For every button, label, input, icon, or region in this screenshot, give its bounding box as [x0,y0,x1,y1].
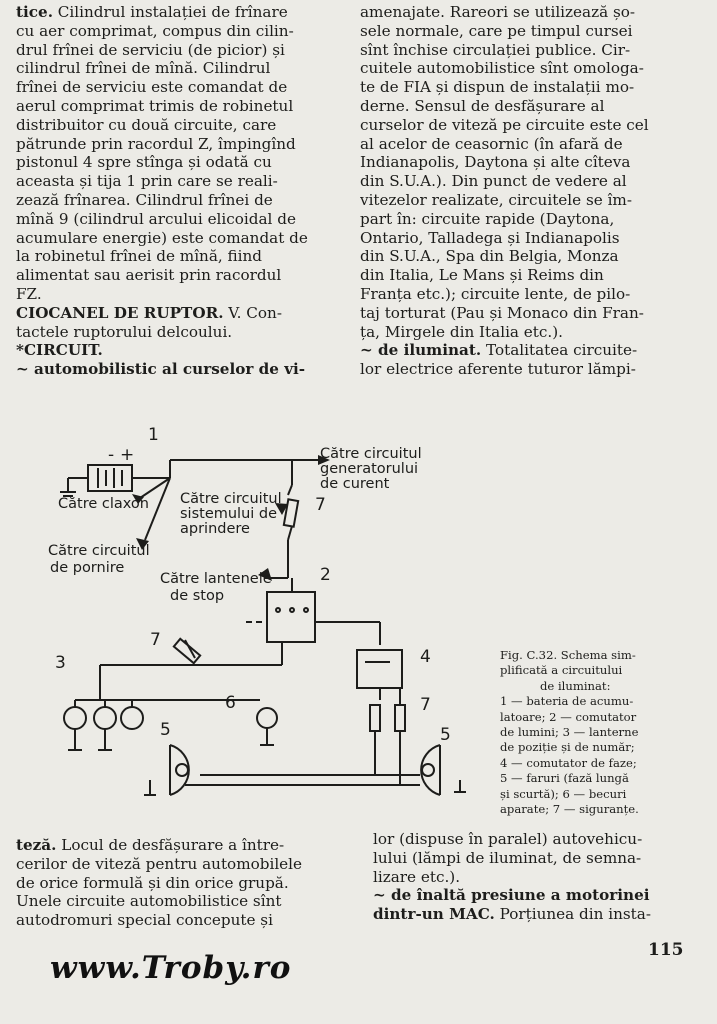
text-line [360,304,700,323]
text-line [16,59,356,78]
line-text: sînt închise circulației publice. Cir- [360,40,631,59]
text-line [373,905,689,924]
headlight-right [421,745,440,795]
text-line [16,229,356,248]
line-text: Locul de desfășurare a între- [56,836,285,854]
text-line [360,3,700,22]
text-line [360,116,700,135]
num-5-left: 5 [160,720,171,740]
text-line [16,874,356,893]
caption-line: de iluminat: [540,678,611,693]
light-switch-box [267,592,315,642]
text-line [16,135,356,154]
headlight-left [170,745,189,795]
label-ignition-2: sistemului de [180,506,278,522]
line-text: Totalitatea circuite- [481,341,638,360]
line-text: din S.U.A., Spa din Belgia, Monza [360,247,619,266]
line-text: alimentat sau aerisit prin racordul [16,266,282,285]
line-text: mînă 9 (cilindrul arcului elicoidal de [16,209,296,228]
line-text: vitezelor realizate, circuitele se îm- [360,190,632,209]
line-text: cuitele automobilistice sînt omologa- [360,59,644,78]
num-7-top: 7 [315,495,326,515]
label-generator-2: generatorului [320,461,419,477]
text-line [360,191,700,210]
text-line [16,285,356,304]
bold-term: teză. [16,836,57,854]
num-5-right: 5 [440,725,451,745]
line-text: la robinetul frînei de mînă, fiind [16,247,263,266]
line-text: autodromuri special concepute și [16,911,273,930]
line-text: cu aer comprimat, compus din cilin- [16,21,294,40]
figure-caption [500,648,680,817]
num-7-right: 7 [420,695,431,715]
text-line [360,135,700,154]
circuit-schematic [20,400,500,830]
line-text: FZ. [16,284,42,303]
caption-line: aparate; 7 — siguranțe. [500,802,639,817]
label-ignition-3: aprindere [180,521,250,537]
num-3: 3 [55,653,66,673]
num-6: 6 [225,693,236,713]
text-line [16,3,356,22]
line-text: cilindrul frînei de mînă. Cilindrul [16,59,271,78]
text-line [360,229,700,248]
battery-minus: - [108,445,115,465]
text-line [16,191,356,210]
line-text: zează frînarea. Cilindrul frînei de [16,190,273,209]
text-line [16,41,356,60]
line-text: lor electrice aferente tuturor lămpi- [360,360,636,379]
num-1: 1 [148,425,159,445]
text-line [360,41,700,60]
text-line [16,836,356,855]
watermark-logo: www.Troby.ro [50,950,292,986]
line-text: din Italia, Le Mans și Reims din [360,266,604,285]
label-klaxon: Către claxon [58,496,149,512]
text-line [16,266,356,285]
line-text: Unele circuite automobilistice sînt [16,892,282,911]
lighting-circuit-diagram [20,400,500,830]
line-text: drul frînei de serviciu (de picior) și [16,40,285,59]
text-line [360,59,700,78]
text-line [360,360,700,379]
line-text: Franța etc.); circuite lente, de pilo- [360,284,631,303]
line-text: te de FIA și dispun de instalații mo- [360,78,635,97]
num-7-mid: 7 [150,630,161,650]
line-text: ța, Mirgele din Italia etc.). [360,322,563,341]
line-text: derne. Sensul de desfășurare al [360,96,605,115]
text-line [373,868,689,887]
bold-term: ~ de iluminat. [360,341,482,360]
caption-line: de lumini; 3 — lanterne [500,725,639,740]
line-text: al acelor de ceasornic (în afară de [360,134,623,153]
text-line [16,892,356,911]
right-column-bottom [373,830,689,924]
line-text: aceasta și tija 1 prin care se reali- [16,172,278,191]
text-line [16,911,356,930]
bold-term: *CIRCUIT. [16,341,103,360]
text-line [16,97,356,116]
text-line [16,360,356,379]
text-line [360,285,700,304]
line-text: sele normale, care pe timpul cursei [360,21,633,40]
bold-term: tice. [16,3,53,21]
line-text: din S.U.A.). Din punct de vedere al [360,172,627,191]
text-line [360,172,700,191]
text-line [16,341,356,360]
line-text: amenajate. Rareori se utilizează șo- [360,3,636,21]
battery-symbol [88,465,132,491]
num-2: 2 [320,565,331,585]
line-text: acumulare energie) este comandat de [16,228,308,247]
caption-line: de poziție și de număr; [500,740,635,755]
line-text: curselor de viteză pe circuite este cel [360,115,649,134]
caption-line: 1 — bateria de acumu- [500,694,634,709]
text-line [373,886,689,905]
text-line [373,849,689,868]
line-text: lizare etc.). [373,867,461,886]
right-column-top [360,3,700,379]
text-line [16,78,356,97]
caption-line: latoare; 2 — comutator [500,709,637,724]
bold-term: CIOCANEL DE RUPTOR. [16,303,224,322]
line-text: part în: circuite rapide (Daytona, [360,209,615,228]
bold-term: dintr-un MAC. [373,905,495,924]
label-starter-1: Către circuitul [48,543,150,559]
label-ignition-1: Către circuitul [180,491,282,507]
line-text: V. Con- [223,303,282,322]
label-generator-3: de curent [320,476,390,492]
caption-line: plificată a circuitului [500,663,623,678]
line-text: cerilor de viteză pentru automobilele [16,854,303,873]
line-text: frînei de serviciu este comandat de [16,78,288,97]
text-line [16,855,356,874]
caption-line: 5 — faruri (fază lungă [500,771,629,786]
line-text: tactele ruptorului delcoului. [16,322,233,341]
line-text: aerul comprimat trimis de robinetul [16,96,294,115]
left-column-top [16,3,356,379]
label-starter-2: de pornire [50,560,125,576]
num-4: 4 [420,647,431,667]
text-line [16,323,356,342]
caption-line: 4 — comutator de faze; [500,755,637,770]
text-line [360,153,700,172]
bold-term: ~ de înaltă presiune a motorinei [373,886,650,905]
text-line [360,78,700,97]
line-text: Indianapolis, Daytona și alte cîteva [360,153,631,172]
line-text: Ontario, Talladega și Indianapolis [360,228,620,247]
caption-line: și scurtă); 6 — becuri [500,786,627,801]
line-text: de orice formulă și din orice grupă. [16,873,289,892]
line-text: pistonul 4 spre stînga și odată cu [16,153,272,172]
text-line [360,22,700,41]
caption-line: Fig. C.32. Schema sim- [500,648,636,662]
line-text: taj torturat (Pau și Monaco din Fran- [360,303,644,322]
text-line [360,97,700,116]
line-text: pătrunde prin racordul Z, împingînd [16,134,296,153]
line-text: Cilindrul instalației de frînare [52,3,288,21]
text-line [16,210,356,229]
text-line [360,266,700,285]
text-line [360,247,700,266]
label-generator-1: Către circuitul [320,446,422,462]
text-line [16,22,356,41]
label-stop-1: Către lantenele [160,571,272,587]
text-line [360,210,700,229]
text-line [16,304,356,323]
line-text: lor (dispuse în paralel) autovehicu- [373,830,643,848]
page-number: 115 [648,940,684,960]
text-line [16,153,356,172]
text-line [16,116,356,135]
label-stop-2: de stop [170,588,225,604]
phase-switch-box [357,650,402,688]
line-text: distribuitor cu două circuite, care [16,115,277,134]
battery-plus: + [120,445,135,465]
line-text: Porțiunea din insta- [494,905,651,924]
text-line [16,247,356,266]
line-text: lului (lămpi de iluminat, de semna- [373,848,642,867]
left-column-bottom [16,836,356,930]
bold-term: ~ automobilistic al curselor de vi- [16,360,306,379]
text-line [373,830,689,849]
text-line [360,323,700,342]
text-line [16,172,356,191]
text-line [360,341,700,360]
